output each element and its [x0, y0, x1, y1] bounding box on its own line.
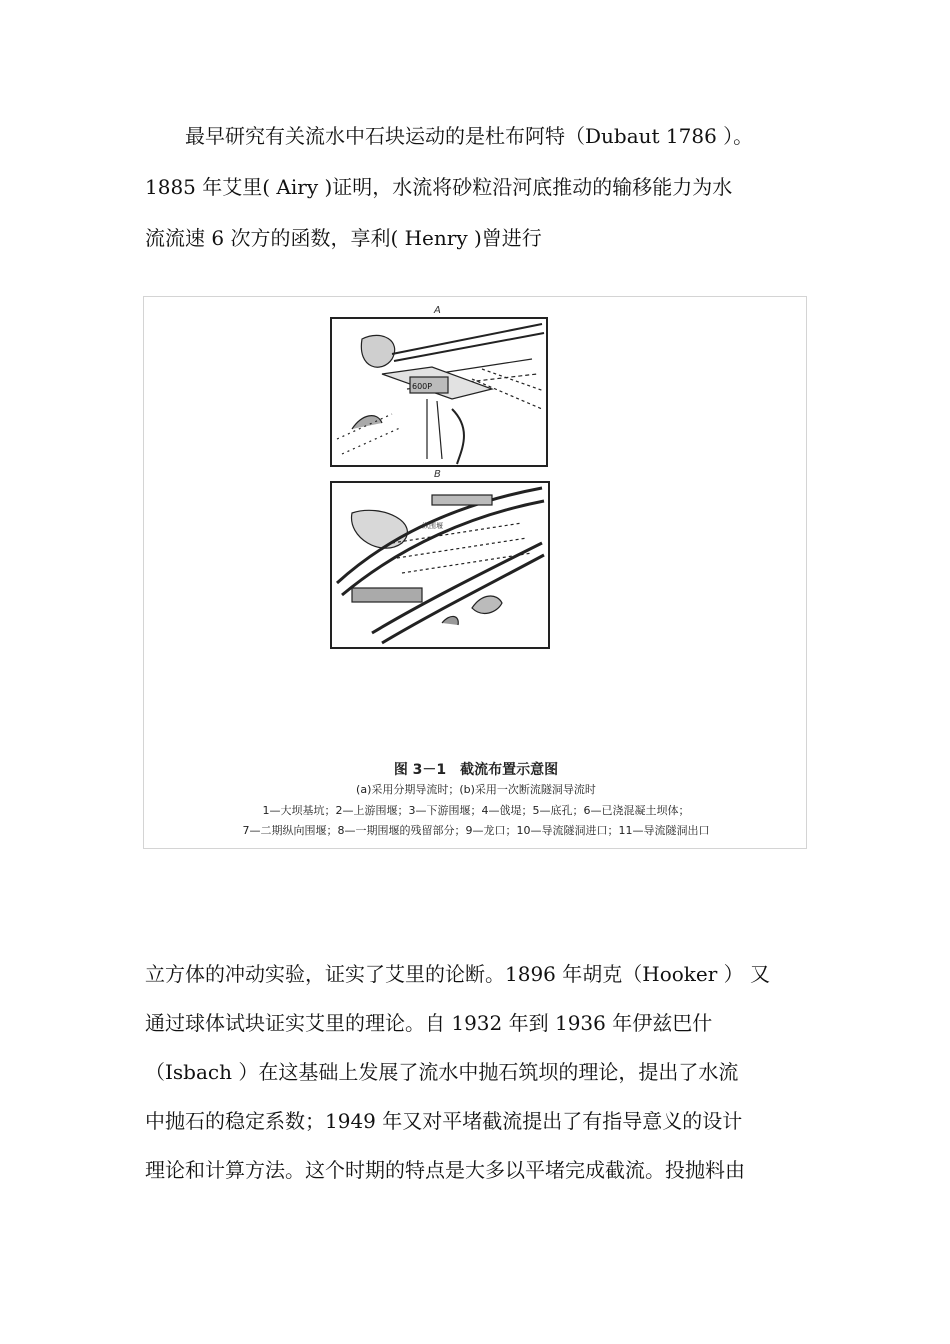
paragraph-bottom: [145, 950, 810, 1194]
figure-caption-subtitle: (a)采用分期导流时；(b)采用一次断流隧洞导流时: [356, 783, 596, 796]
diversion-diagram-b: [332, 483, 548, 647]
text-line: 理论和计算方法。这个时期的特点是大多以平堵完成截流。投抛料由: [145, 1158, 745, 1182]
diversion-diagram-a: [332, 319, 546, 465]
diagram-label-longitudinal: 纵围堰: [422, 522, 443, 530]
paragraph-top: [145, 112, 810, 262]
diagram-panel-b: [330, 481, 550, 649]
figure-3-1: [143, 296, 807, 849]
text-line: （Isbach ）在这基础上发展了流水中抛石筑坝的理论，提出了水流: [145, 1060, 739, 1084]
text-line: 1885 年艾里( Airy )证明，水流将砂粒沿河底推动的输移能力为水: [145, 175, 733, 199]
diagram-panel-a: [330, 317, 548, 467]
text-line: 立方体的冲动实验，证实了艾里的论断。1896 年胡克（Hooker ） 又: [145, 962, 771, 986]
text-line: 通过球体试块证实艾里的理论。自 1932 年到 1936 年伊兹巴什: [145, 1011, 713, 1035]
panel-a-label: A: [434, 305, 441, 316]
text-line: 最早研究有关流水中石块运动的是杜布阿特（Dubaut 1786 ）。: [145, 124, 754, 148]
figure-legend-line-1: 1—大坝基坑；2—上游围堰；3—下游围堰；4—戗堤；5—底孔；6—已浇混凝土坝体；: [262, 804, 690, 817]
figure-caption-title: 图 3－1 截流布置示意图: [393, 762, 559, 778]
panel-b-label: B: [434, 469, 441, 480]
figure-legend-line-2: 7—二期纵向围堰；8—一期围堰的残留部分；9—龙口；10—导流隧洞进口；11—导流隧洞出口: [242, 824, 710, 837]
text-line: 流流速 6 次方的函数，享利( Henry )曾进行: [145, 226, 542, 250]
text-line: 中抛石的稳定系数；1949 年又对平堵截流提出了有指导意义的设计: [145, 1109, 743, 1133]
diagram-label-600p: 600P: [412, 382, 433, 391]
